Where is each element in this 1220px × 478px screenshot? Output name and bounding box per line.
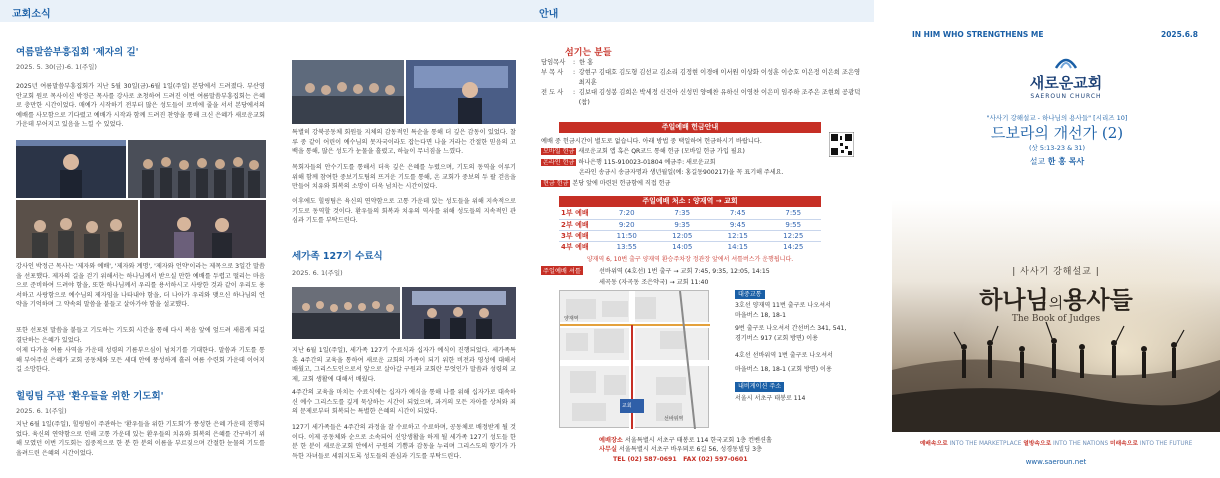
- section-title: 안내: [539, 9, 559, 20]
- church-name-en: SAEROUN CHURCH: [1030, 93, 1102, 100]
- offering-row: 현금 헌금 본당 앞에 마련된 헌금함에 직접 헌금: [543, 179, 671, 187]
- offering-header: 주일예배 헌금안내: [559, 122, 821, 133]
- offering-intro: 예배 중 헌금시간이 별도로 없습니다. 아래 방법 중 택일하여 헌금하시기 바랍니다.: [541, 138, 762, 145]
- article-paragraph: 또한 선포된 말씀을 붙들고 기도하는 기도회 시간을 통해 다시 복음 앞에 엎드려 새롭게 되길 결단하는 은혜가 있었다.: [16, 327, 265, 344]
- section-title: 교회소식: [12, 9, 51, 20]
- map-label: 양재역: [564, 316, 579, 322]
- worship-row: 2부 예배 9:20 9:35 9:45 9:55: [559, 219, 821, 230]
- sermon-preacher: 설교 한 홍 목사: [1029, 157, 1085, 166]
- article-paragraph: 지난 6월 1일(주일), 힐링팀이 주관하는 '환우들을 위한 기도회'가 풍성한 은혜 가운데 진행되었다. 육신의 연약함으로 인해 고통 가운데 있는 환우들의 치유와 회복의 은혜를 간구하기 위해 모였던 이번 기도회는 집중적으로 한 분 한 분의 이름을 부르짖으며 간절한 눈물의 기도를 올려드린 은혜의 시간이었다.: [16, 421, 265, 457]
- location-map: [559, 290, 709, 428]
- church-logo: [996, 50, 1136, 100]
- servants-title: 섬기는 분들: [565, 48, 612, 58]
- info-footer: 예배장소 서울특별시 서초구 태봉로 114 한국교회 1층 컨벤션홀 사무실 서울특별시 서초구 바우뫼로 6길 56, 성경동빌딩 3층 TEL (02) 587-0691 FAX (02) 597-0601: [599, 437, 772, 463]
- map-label: 교회: [622, 403, 632, 409]
- article-title: 세가족 127기 수료식: [292, 251, 383, 262]
- article-photo: [406, 60, 516, 124]
- section-bar: [275, 0, 529, 22]
- article-date: 2025. 6. 1(주일): [292, 269, 343, 277]
- transit-info: 대중교통 3호선 양재역 11번 출구로 나오셔서 마을버스 18, 18-1 9번 출구로 나오셔서 간선버스 341, 541, 경기버스 917 (교회 방면) 이용 4호선 선바위역 1번 출구로 나오셔서 마을버스 18, 18-1 (교회 방면) 이용 내비게이션 주소 서울시 서초구 태봉로 114: [735, 291, 847, 402]
- servant-names: 강현구 김대호 김도형 김선교 김소리 김정현 이경애 이서원 이상화 이성훈 이승호 이은정 이은희 조은영 최지훈: [578, 69, 861, 87]
- offering-tag: 모바일 헌금: [543, 148, 575, 155]
- sermon-title: 드보라의 개선가 (2): [990, 124, 1124, 142]
- offering-row: 온라인 헌금 하나은행 115-910023-01804 예금주: 새로운교회: [543, 158, 716, 166]
- sermon-scripture: (삿 5:13-23 & 31): [1028, 144, 1086, 152]
- cover-tagline: IN HIM WHO STRENGTHENS ME: [912, 30, 1044, 39]
- shuttle-line: 세곡동 (자곡동 조은약국) → 교회 11:40: [599, 279, 709, 286]
- servant-row: 담임목사 : 한 홍: [541, 58, 861, 68]
- article-paragraph: 4주간의 교육을 마치는 수료식에는 십자가 예식을 통해 나를 위해 십자가로 대속하신 예수 그리스도를 깊게 묵상하는 시간이 되었으며, 과거의 모든 자아를 상처와 죄의 문제로부터 회복되는 특별한 은혜의 시간이 되었다.: [292, 389, 516, 416]
- article-photo: [128, 140, 266, 198]
- article-paragraph: 강사인 박정근 목사는 '제자와 예배', '제자와 계명', '제자와 언약'이라는 제목으로 3일간 말씀을 선포했다. 제자의 길을 걷기 위해서는 하나님께서 받으실 만한 예배를 두렵고 떨리는 마음으로 준비하여 드려야 함을, 또한 하나님께서 우리를 용서하시고 사랑한 것과 같이 우리도 용서하고 사랑함으로 예수님의 제자임을 나타내야 함을, 더 나아가 우리와 맺으신 하나님의 언약을 기억하며 그 약속의 말씀을 붙들고 살아가야 함을 설교했다.: [16, 263, 265, 309]
- worship-row: 1부 예배 7:20 7:35 7:45 7:55: [559, 208, 821, 219]
- article-photo: [140, 200, 266, 258]
- transit-title: 내비게이션 주소: [735, 382, 784, 391]
- article-paragraph: 지난 6월 1일(주일), 세가족 127기 수료식과 십자가 예식이 진행되었다. 세가족특훈 4주간의 교육을 통하여 새로운 교회의 가족이 되기 위한 비전과 영성에 대해서 배웠고, 그리스도인으로서 앞으로 살아갈 구원과 교회란 무엇인가 말씀과 성령의 교제, 교회 생활에 대해서 배웠다.: [292, 347, 516, 383]
- shuttle-line: 선바위역 (4호선) 1번 출구 → 교회 7:45, 9:35, 12:05, 14:15: [599, 268, 770, 275]
- worship-table: [559, 208, 821, 252]
- offering-rows: [541, 147, 836, 190]
- article-title: 여름말씀부흥집회 '제자의 길': [16, 47, 139, 58]
- servants-list: [541, 58, 861, 108]
- worship-label: 3부 예배: [561, 231, 589, 240]
- article-photo: [16, 200, 138, 258]
- article-paragraph: 2025년 여름말씀부흥집회가 지난 5월 30일(금)-6월 1일(주일) 본당에서 드려졌다. 부산영안교회 원로 목사이신 박정근 목사를 강사로 초청하여 드려진 이번 여름말씀부흥집회는 은혜로 충만한 시간이었다. 매예가 시작하기 전부터 많은 성도들이 로비에 줄을 서서 본당에서의 예배를 사모함으로 기다렸고 예배가 시작과 함께 드려진 찬양을 통해 크신 은혜가 새로운교회 가운데 부어지고 있음을 느낄 수 있었다.: [16, 83, 265, 129]
- map-label: 선바위역: [664, 416, 684, 422]
- section-bar: [529, 0, 874, 22]
- article-paragraph: 목회자들의 안수기도를 통해서 더욱 깊은 은혜를 누렸으며, 기도의 동역을 이루기 위해 함께 참여한 중보기도팀의 뜨거운 기도를 통해, 온 교회가 중보의 두 팔 걷음을 만들어 치유와 회복의 소망이 더욱 넘치는 시간이었다.: [292, 164, 516, 191]
- article-paragraph: 이제 다가올 여름 사역을 가운데 성령의 기름부으심이 넘치기를 기대한다. 말씀과 기도를 통해 부어주신 은혜가 교회 공동체와 모든 세대 안에 풍성하게 흘러 여름 수련회 가운데 이어지길 소망한다.: [16, 347, 265, 374]
- transit-title: 대중교통: [735, 290, 765, 299]
- article-photo: [16, 140, 126, 198]
- worship-label: 1부 예배: [561, 209, 589, 218]
- offering-tag: 현금 헌금: [543, 179, 569, 187]
- book-title: 하나님의용사들: [979, 285, 1133, 314]
- article-date: 2025. 5. 30(금)-6. 1(주일): [16, 63, 97, 71]
- panel-cover: [892, 0, 1220, 478]
- cover-artwork: [892, 200, 1220, 432]
- worship-label: 2부 예배: [561, 220, 589, 229]
- qr-code-icon: [829, 132, 854, 157]
- article-photo: [292, 287, 400, 339]
- panel-church-news: [0, 0, 275, 478]
- cover-slogan: 예배속으로 INTO THE MARKETPLACE 열방속으로 INTO THE NATIONS 미래속으로 INTO THE FUTURE: [919, 441, 1193, 447]
- servant-role: 전 도 사: [541, 89, 564, 97]
- article-photo: [292, 60, 404, 124]
- book-subtitle: The Book of Judges: [1011, 314, 1101, 324]
- servant-row: 전 도 사 : 김보대 김성봉 김희은 박세정 신건아 신성민 양예찬 유하신 이영찬 이은미 임주하 조주은 조현희 공광덕(참): [541, 88, 861, 108]
- offering-tag: 온라인 헌금: [543, 158, 575, 166]
- offering-row: 모바일 헌금 새로운교회 앱 혹은 QR코드 통해 헌금 (모바일 헌금 가입 필요): [543, 148, 745, 155]
- worship-header: 주일예배 처소 : 양재역 → 교회: [559, 196, 821, 207]
- servant-names: 한 홍: [579, 59, 594, 66]
- servant-names: 김보대 김성봉 김희은 박세정 신건아 신성민 양예찬 유하신 이영찬 이은미 임주하 조주은 조현희 공광덕(참): [578, 89, 861, 107]
- offering-row: 온라인 송금시 송금자명과 생년월일(예: 홍길동900217)을 꼭 표기해 주세요.: [579, 169, 784, 177]
- servant-role: 담임목사: [541, 59, 566, 66]
- worship-row: 3부 예배 11:50 12:05 12:15 12:25: [559, 230, 821, 241]
- article-paragraph: 특별히 강북공동체 회원들 지체의 감동적인 특순을 통해 더 깊은 감동이 있었다. 찰루 중 같이 어린이 예수님의 못자국이라도 잡는다면 나을 거라는 간절한 믿음의 고백을 통해, 많은 성도가 눈물을 흘렸고, 하늘이 무너짐을 느꼈다.: [292, 129, 516, 156]
- servant-row: 부 목 사 : 강현구 김대호 김도형 김선교 김소리 김정현 이경애 이서원 이상화 이성훈 이승호 이은정 이은희 조은영 최지훈: [541, 68, 861, 88]
- servant-role: 부 목 사: [541, 69, 564, 77]
- worship-row: 4부 예배 13:55 14:05 14:15 14:25: [561, 242, 804, 251]
- worship-label: 4부 예배: [561, 242, 589, 251]
- article-title: 힐링팀 주관 '환우들을 위한 기도회': [16, 391, 164, 402]
- article-paragraph: 이후에도 힐링팀은 육신의 연약함으로 고통 가운데 있는 성도들을 위해 지속적으로 기도로 동역할 것이다. 환우들의 회복과 치유의 역사를 위해 성도들의 지속적인 관심과 기도를 부탁드린다.: [292, 198, 516, 225]
- worship-note: 양재역 6, 10번 출구 양재역 환승주차장 정관장 앞에서 셔틀버스가 운행됩니다.: [586, 256, 794, 263]
- article-date: 2025. 6. 1(주일): [16, 407, 67, 415]
- panel-news-continued: [275, 0, 529, 478]
- article-photo: [402, 287, 516, 339]
- cover-date: 2025.6.8: [1160, 30, 1198, 39]
- book-series-label: | 사사기 강해설교 |: [1012, 267, 1100, 277]
- website-link[interactable]: www.saeroun.net: [1025, 458, 1087, 466]
- shuttle-tag: 주일예배 셔틀: [543, 268, 581, 275]
- article-paragraph: 127기 세가족들은 4주간의 과정을 잘 수료하고 수료하며, 공동체로 배정받게 될 것이다. 이제 공동체와 순으로 소속되어 신앙생활을 하게 될 세가족 127기 성도들 한 분 한 분이 새로운교회 안에서 구원의 기쁨과 감동을 누리며 그리스도의 향기가 가득한 자녀들로 세워지도록 성도들의 관심과 기도를 부탁드린다.: [292, 424, 516, 460]
- sermon-series: "사사기 강해설교 - 하나님의 용사들" [시리즈 10]: [986, 114, 1128, 122]
- church-name: 새로운교회: [1029, 74, 1103, 92]
- panel-info: [529, 0, 874, 478]
